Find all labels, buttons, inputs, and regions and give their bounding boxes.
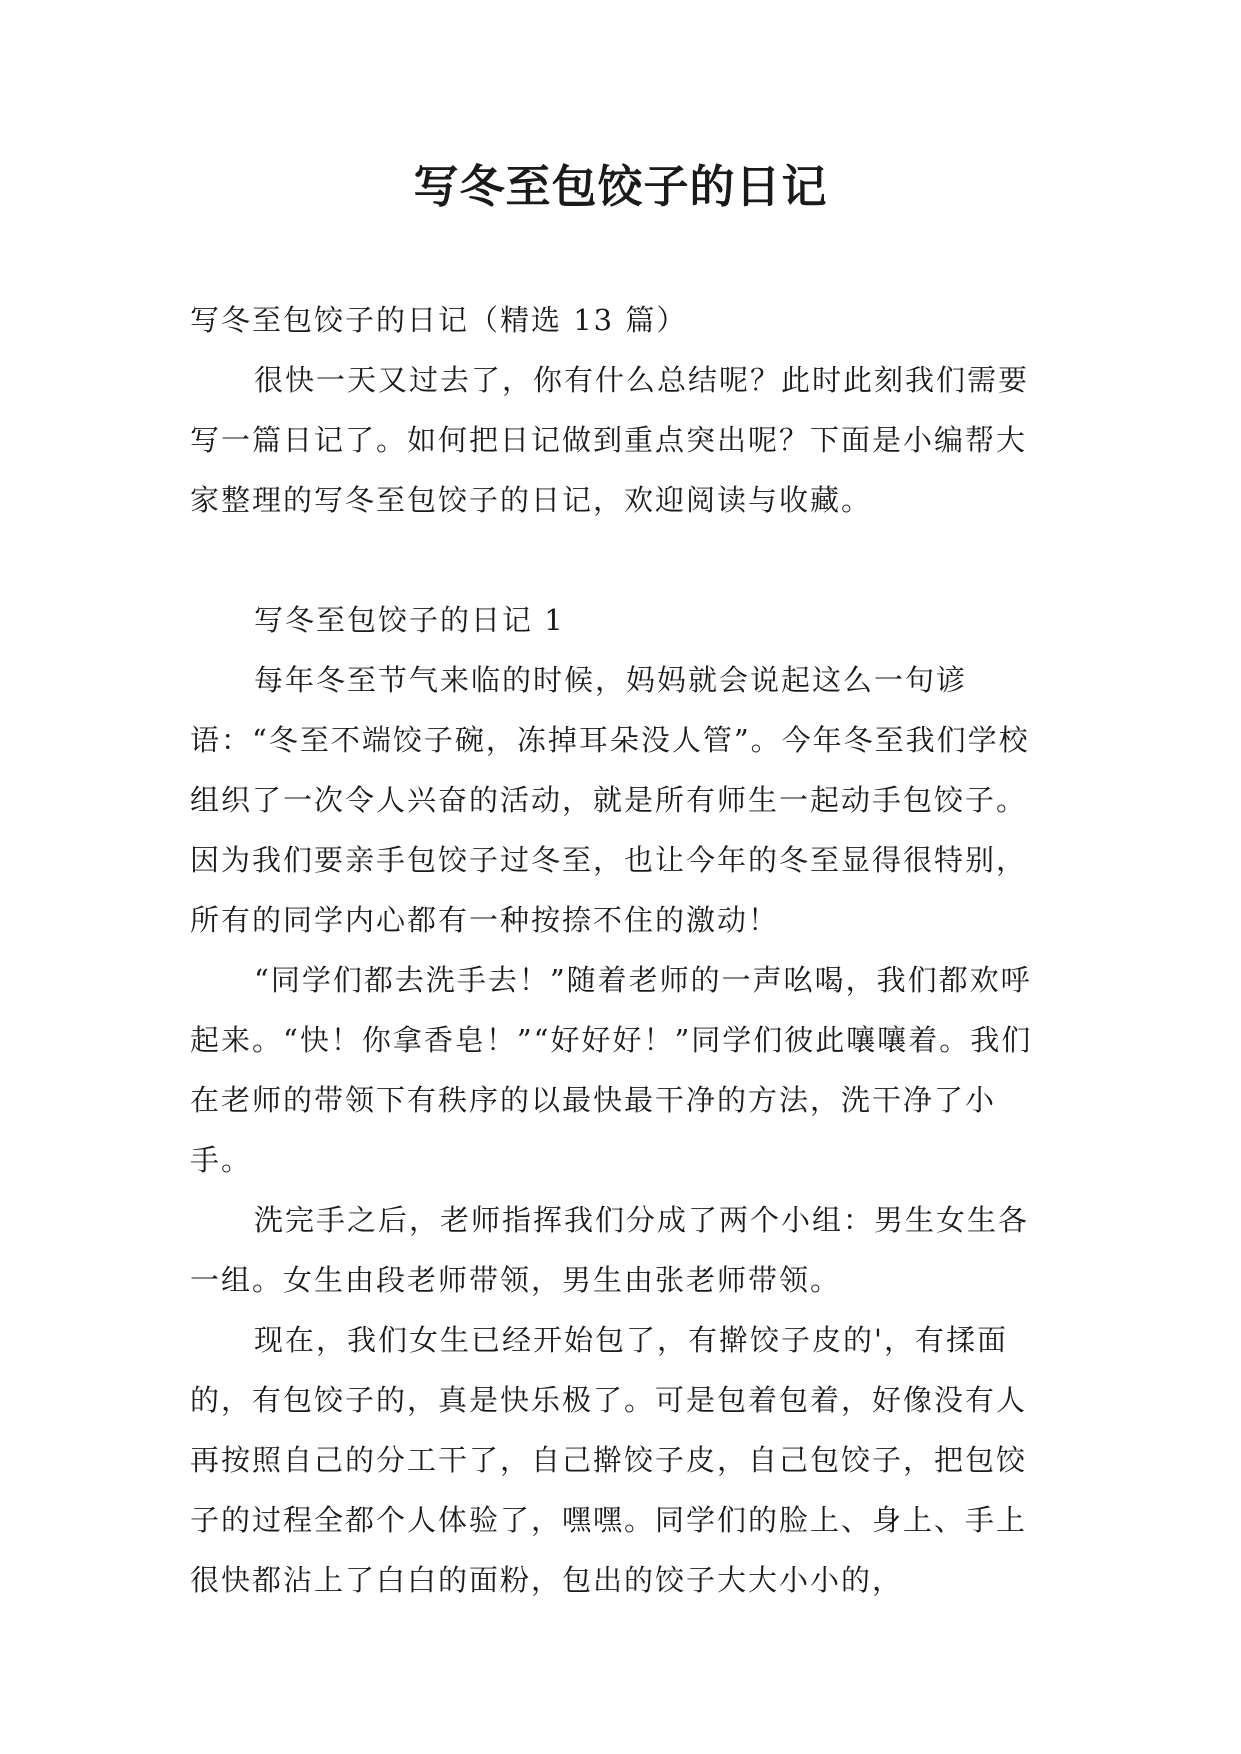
section-heading: 写冬至包饺子的日记 1 [254, 603, 565, 637]
body-paragraph: 现在，我们女生已经开始包了，有擀饺子皮的'，有揉面的，有包饺子的，真是快乐极了。可是包着包着，好像没有人再按照自己的分工干了，自己擀饺子皮，自己包饺子，把包饺子的过程全都个人体验了，嘿嘿。同学们的脸上、身上、手上很快都沾上了白白的面粉，包出的饺子大大小小的， [190, 1323, 1028, 1597]
intro-paragraph: 很快一天又过去了，你有什么总结呢？此时此刻我们需要写一篇日记了。如何把日记做到重点突出呢？下面是小编帮大家整理的写冬至包饺子的日记，欢迎阅读与收藏。 [190, 363, 1030, 517]
body-paragraph: “同学们都去洗手去！”随着老师的一声吆喝，我们都欢呼起来。“快！你拿香皂！”“好好好！”同学们彼此嚷嚷着。我们在老师的带领下有秩序的以最快最干净的方法，洗干净了小手。 [190, 963, 1033, 1177]
document-subtitle: 写冬至包饺子的日记（精选 13 篇） [190, 303, 688, 337]
document-body [190, 290, 1050, 1610]
body-paragraph: 每年冬至节气来临的时候，妈妈就会说起这么一句谚语：“冬至不端饺子碗，冻掉耳朵没人管”。今年冬至我们学校组织了一次令人兴奋的活动，就是所有师生一起动手包饺子。因为我们要亲手包饺子过冬至，也让今年的冬至显得很特别，所有的同学内心都有一种按捺不住的激动！ [190, 663, 1030, 937]
body-paragraph: 洗完手之后，老师指挥我们分成了两个小组：男生女生各一组。女生由段老师带领，男生由张老师带领。 [190, 1203, 1030, 1297]
paragraph-spacer [190, 530, 1050, 590]
document-title: 写冬至包饺子的日记 [413, 160, 828, 213]
